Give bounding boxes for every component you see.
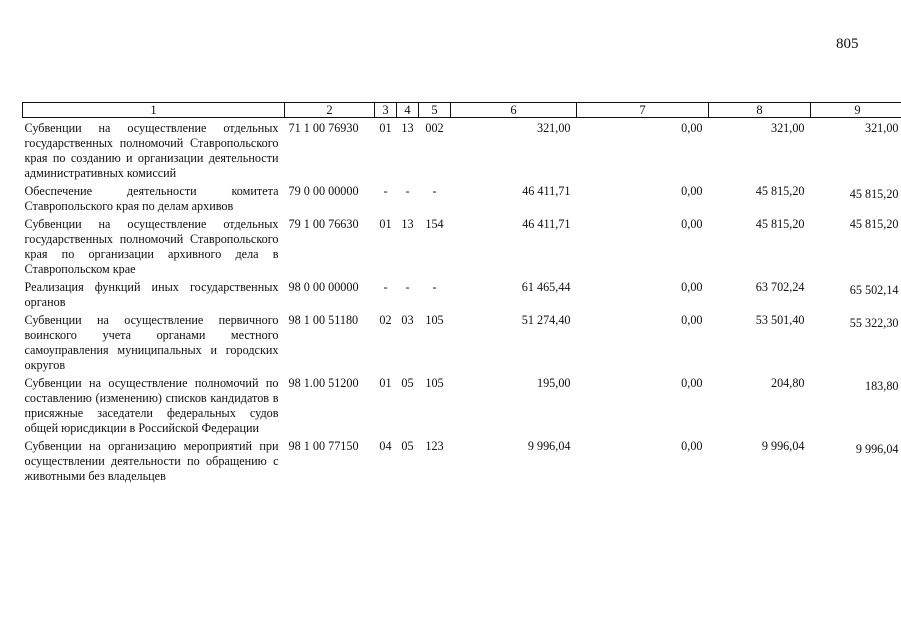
row-value-7: 0,00 — [681, 184, 703, 198]
row-code: 98 1 00 77150 — [288, 439, 359, 453]
row-code: 98 0 00 00000 — [288, 280, 359, 294]
row-value-8: 63 702,24 — [755, 280, 805, 294]
table-row — [23, 118, 901, 182]
row-value-9: 45 815,20 — [849, 217, 899, 231]
row-name: Субвенции на осуществление отдельных государственных полномочий Ставропольского края по созданию и организации деятельности административных комиссий — [24, 121, 279, 180]
header-row — [23, 103, 901, 118]
row-value-6: 321,00 — [536, 121, 571, 135]
row-value-8: 45 815,20 — [755, 184, 805, 198]
row-subsection: 03 — [401, 313, 414, 327]
row-subsection: 13 — [401, 217, 414, 231]
row-section: 01 — [379, 376, 392, 390]
row-subsection: 05 — [401, 439, 414, 453]
row-expense-type: - — [432, 184, 437, 198]
row-section: 01 — [379, 217, 392, 231]
row-value-6: 9 996,04 — [527, 439, 571, 453]
row-expense-type: 105 — [425, 376, 444, 390]
row-value-9: 65 502,14 — [849, 283, 899, 297]
row-subsection: - — [405, 184, 410, 198]
col-header-1: 1 — [23, 103, 285, 118]
table-row — [23, 214, 901, 277]
row-name: Реализация функций иных государственных органов — [24, 280, 279, 309]
col-header-3: 3 — [375, 103, 397, 118]
row-name: Субвенции на осуществление отдельных государственных полномочий Ставропольского края по организации архивного дела в Ставропольском крае — [24, 217, 279, 276]
row-value-8: 204,80 — [770, 376, 805, 390]
col-header-6: 6 — [451, 103, 577, 118]
col-header-8: 8 — [709, 103, 811, 118]
row-value-8: 9 996,04 — [761, 439, 805, 453]
budget-table — [22, 102, 901, 484]
row-section: - — [383, 184, 388, 198]
row-expense-type: 105 — [425, 313, 444, 327]
row-value-7: 0,00 — [681, 439, 703, 453]
row-value-6: 46 411,71 — [522, 184, 571, 198]
col-header-9: 9 — [811, 103, 901, 118]
row-value-9: 9 996,04 — [855, 442, 899, 456]
row-name: Субвенции на осуществление первичного воинского учета органами местного самоуправления муниципальных и городских округов — [24, 313, 279, 372]
row-name: Субвенции на осуществление полномочий по составлению (изменению) списков кандидатов в присяжные заседатели федеральных судов общей юрисдикции в Российской Федерации — [24, 376, 279, 435]
row-section: - — [383, 280, 388, 294]
row-value-6: 61 465,44 — [521, 280, 571, 294]
row-code: 79 1 00 76630 — [288, 217, 359, 231]
col-header-4: 4 — [397, 103, 419, 118]
row-subsection: 13 — [401, 121, 414, 135]
col-header-5: 5 — [419, 103, 451, 118]
row-code: 71 1 00 76930 — [288, 121, 359, 135]
row-value-7: 0,00 — [681, 313, 703, 327]
row-code: 79 0 00 00000 — [288, 184, 359, 198]
row-value-9: 55 322,30 — [849, 316, 899, 330]
row-value-6: 51 274,40 — [521, 313, 571, 327]
row-value-7: 0,00 — [681, 121, 703, 135]
row-section: 02 — [379, 313, 392, 327]
table-row — [23, 181, 901, 214]
row-subsection: - — [405, 280, 410, 294]
row-code: 98 1 00 51180 — [288, 313, 359, 327]
row-expense-type: 002 — [425, 121, 444, 135]
row-value-9: 45 815,20 — [849, 187, 899, 201]
row-subsection: 05 — [401, 376, 414, 390]
row-code: 98 1.00 51200 — [288, 376, 359, 390]
row-expense-type: 123 — [425, 439, 444, 453]
row-value-8: 53 501,40 — [755, 313, 805, 327]
row-value-8: 45 815,20 — [755, 217, 805, 231]
row-value-6: 46 411,71 — [522, 217, 571, 231]
row-value-7: 0,00 — [681, 217, 703, 231]
row-section: 04 — [379, 439, 392, 453]
row-value-9: 183,80 — [864, 379, 899, 393]
row-value-7: 0,00 — [681, 376, 703, 390]
col-header-2: 2 — [285, 103, 375, 118]
row-section: 01 — [379, 121, 392, 135]
col-header-7: 7 — [577, 103, 709, 118]
row-value-7: 0,00 — [681, 280, 703, 294]
table-row — [23, 373, 901, 436]
table-row — [23, 436, 901, 484]
row-value-8: 321,00 — [770, 121, 805, 135]
table-row — [23, 277, 901, 310]
row-expense-type: - — [432, 280, 437, 294]
row-value-6: 195,00 — [536, 376, 571, 390]
table-header — [23, 103, 901, 118]
row-name: Обеспечение деятельности комитета Ставропольского края по делам архивов — [24, 184, 279, 213]
row-name: Субвенции на организацию мероприятий при осуществлении деятельности по обращению с животными без владельцев — [24, 439, 279, 483]
row-expense-type: 154 — [425, 217, 444, 231]
table-body — [23, 118, 901, 485]
table-row — [23, 310, 901, 373]
page-number: 805 — [836, 36, 859, 52]
row-value-9: 321,00 — [864, 121, 899, 135]
